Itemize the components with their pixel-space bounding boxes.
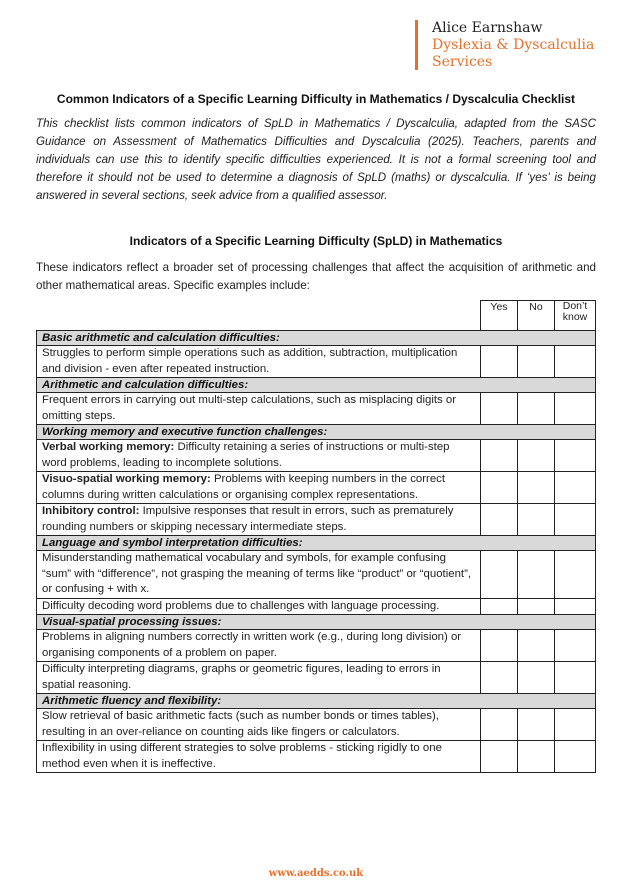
indicator-description: Difficulty retaining a series of instructions or multi-step word problems, leading to incomplete solutions.	[42, 441, 450, 469]
indicator-text	[37, 741, 481, 773]
page-title: Common Indicators of a Specific Learning Difficulty in Mathematics / Dyscalculia Checklist	[56, 92, 576, 106]
checklist-row	[37, 630, 596, 662]
indicator-description: Difficulty decoding word problems due to challenges with language processing.	[42, 599, 440, 612]
checklist-row	[37, 598, 596, 615]
checklist-row	[37, 440, 596, 472]
answer-cell-yes[interactable]	[481, 598, 518, 615]
indicator-description: Problems in aligning numbers correctly in written work (e.g., during long division) or organising components of a problem on paper.	[42, 631, 462, 659]
checklist-row	[37, 551, 596, 599]
indicator-description: Problems with keeping numbers in the correct columns during written calculations or organising complex representations.	[42, 473, 446, 501]
lead-paragraph: These indicators reflect a broader set of processing challenges that affect the acquisition of arithmetic and other mathematical areas. Specific examples include:	[36, 261, 596, 292]
section-heading: Arithmetic fluency and flexibility:	[37, 694, 596, 709]
answer-cell-dont-know[interactable]	[555, 346, 596, 378]
answer-cell-no[interactable]	[518, 709, 555, 741]
checklist-row	[37, 472, 596, 504]
indicator-label: Verbal working memory:	[42, 441, 175, 453]
logo-name: Alice Earnshaw	[432, 20, 543, 36]
section-heading: Arithmetic and calculation difficulties:	[37, 378, 596, 393]
intro-paragraph: This checklist lists common indicators of SpLD in Mathematics / Dyscalculia, adapted from the SASC Guidance on Assessment of Mathematics Difficulties and Dyscalculia (2025). Teachers, parents and individuals can use this to identify specific difficulties experienced. It is not a formal screening tool and therefore it should not be used to determine a diagnosis of SpLD (maths) or dyscalculia. If ‘yes’ is being answered in several sections, seek advice from a qualified assessor.	[36, 117, 596, 202]
answer-cell-yes[interactable]	[481, 662, 518, 694]
section-heading: Basic arithmetic and calculation difficulties:	[37, 331, 596, 346]
answer-cell-yes[interactable]	[481, 709, 518, 741]
answer-cell-no[interactable]	[518, 598, 555, 615]
answer-cell-yes[interactable]	[481, 551, 518, 599]
indicator-text	[37, 598, 481, 615]
indicator-description: Inflexibility in using different strategies to solve problems - sticking rigidly to one method even when it is ineffective.	[42, 742, 442, 770]
header-blank-cell	[37, 301, 481, 331]
indicator-description: Difficulty interpreting diagrams, graphs or geometric figures, leading to errors in spatial reasoning.	[42, 663, 441, 691]
answer-cell-no[interactable]	[518, 630, 555, 662]
answer-cell-dont-know[interactable]	[555, 551, 596, 599]
answer-cell-dont-know[interactable]	[555, 709, 596, 741]
footer-url[interactable]: www.aedds.co.uk	[268, 868, 364, 879]
checklist-row	[37, 346, 596, 378]
answer-cell-yes[interactable]	[481, 630, 518, 662]
column-header-dont-know: Don’t know	[555, 301, 596, 331]
indicator-text	[37, 709, 481, 741]
answer-cell-no[interactable]	[518, 472, 555, 504]
indicator-label: Visuo-spatial working memory:	[42, 473, 211, 485]
checklist-row	[37, 662, 596, 694]
section-heading-row	[37, 425, 596, 440]
indicator-text	[37, 393, 481, 425]
answer-cell-dont-know[interactable]	[555, 598, 596, 615]
answer-cell-no[interactable]	[518, 741, 555, 773]
logo-line-2: Services	[432, 54, 493, 70]
indicator-description: Struggles to perform simple operations such as addition, subtraction, multiplication and division - even after repeated instruction.	[42, 347, 458, 375]
checklist-row	[37, 741, 596, 773]
section-heading: Language and symbol interpretation difficulties:	[37, 536, 596, 551]
header-row	[37, 301, 596, 331]
indicator-description: Impulsive responses that result in errors, such as prematurely rounding numbers or skipping necessary intermediate steps.	[42, 505, 454, 533]
indicator-text	[37, 440, 481, 472]
answer-cell-no[interactable]	[518, 393, 555, 425]
answer-cell-no[interactable]	[518, 662, 555, 694]
answer-cell-dont-know[interactable]	[555, 504, 596, 536]
indicator-description: Misunderstanding mathematical vocabulary and symbols, for example confusing “sum” with “difference”, not grasping the meaning of terms like “product” or “quotient”, or confusing + with x.	[42, 552, 472, 595]
indicator-text	[37, 551, 481, 599]
indicator-description: Frequent errors in carrying out multi-step calculations, such as misplacing digits or omitting steps.	[42, 394, 457, 422]
logo-accent-bar	[415, 20, 418, 70]
answer-cell-no[interactable]	[518, 440, 555, 472]
checklist-body	[37, 331, 596, 773]
section-heading-row	[37, 536, 596, 551]
logo	[415, 20, 594, 70]
indicator-label: Inhibitory control:	[42, 505, 140, 517]
checklist-row	[37, 504, 596, 536]
answer-cell-dont-know[interactable]	[555, 472, 596, 504]
answer-cell-yes[interactable]	[481, 472, 518, 504]
column-header-yes: Yes	[481, 301, 518, 331]
indicator-text	[37, 472, 481, 504]
section-heading-row	[37, 378, 596, 393]
answer-cell-no[interactable]	[518, 551, 555, 599]
section-subtitle: Indicators of a Specific Learning Difficulty (SpLD) in Mathematics	[129, 234, 503, 248]
answer-cell-dont-know[interactable]	[555, 741, 596, 773]
answer-cell-no[interactable]	[518, 346, 555, 378]
section-heading-row	[37, 615, 596, 630]
section-heading-row	[37, 694, 596, 709]
checklist-row	[37, 709, 596, 741]
answer-cell-no[interactable]	[518, 504, 555, 536]
answer-cell-yes[interactable]	[481, 741, 518, 773]
section-heading-row	[37, 331, 596, 346]
answer-cell-yes[interactable]	[481, 346, 518, 378]
section-heading: Working memory and executive function challenges:	[37, 425, 596, 440]
answer-cell-yes[interactable]	[481, 440, 518, 472]
checklist-row	[37, 393, 596, 425]
checklist-table	[36, 300, 596, 773]
section-heading: Visual-spatial processing issues:	[37, 615, 596, 630]
answer-cell-yes[interactable]	[481, 393, 518, 425]
answer-cell-dont-know[interactable]	[555, 440, 596, 472]
indicator-text	[37, 504, 481, 536]
column-header-no: No	[518, 301, 555, 331]
indicator-description: Slow retrieval of basic arithmetic facts (such as number bonds or times tables), resulting in an over-reliance on counting aids like fingers or calculators.	[42, 710, 439, 738]
indicator-text	[37, 662, 481, 694]
answer-cell-dont-know[interactable]	[555, 393, 596, 425]
indicator-text	[37, 630, 481, 662]
answer-cell-dont-know[interactable]	[555, 630, 596, 662]
answer-cell-yes[interactable]	[481, 504, 518, 536]
logo-line-1: Dyslexia & Dyscalculia	[432, 37, 595, 53]
indicator-text	[37, 346, 481, 378]
answer-cell-dont-know[interactable]	[555, 662, 596, 694]
